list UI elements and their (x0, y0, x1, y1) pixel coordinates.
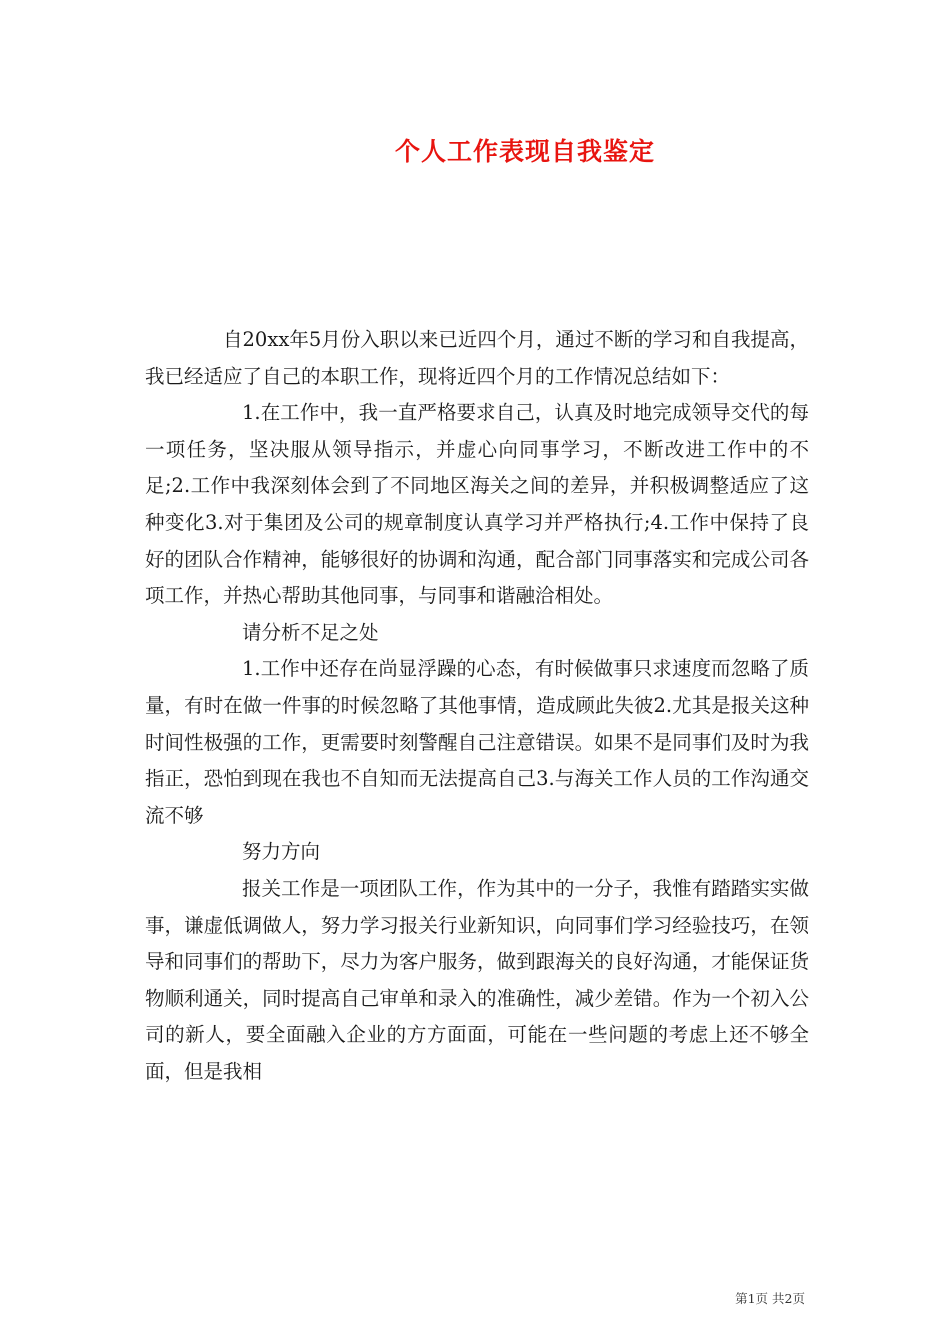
shortcomings-heading: 请分析不足之处 (242, 620, 379, 644)
shortcomings-paragraph: 1.工作中还存在尚显浮躁的心态，有时候做事只求速度而忽略了质量，有时在做一件事的时候忽略了其他事情，造成顾此失彼2.尤其是报关这种时间性极强的工作，更需要时刻警醒自己注意错误。如果不是同事们及时为我指正，恐怕到现在我也不自知而无法提高自己3.与海关工作人员的工作沟通交流不够 (145, 657, 809, 827)
document-title: 个人工作表现自我鉴定 (394, 137, 655, 166)
achievements-paragraph: 1.在工作中，我一直严格要求自己，认真及时地完成领导交代的每一项任务，坚决服从领导指示，并虚心向同事学习，不断改进工作中的不足;2.工作中我深刻体会到了不同地区海关之间的差异，并积极调整适应了这种变化3.对于集团及公司的规章制度认真学习并严格执行;4.工作中保持了良好的团队合作精神，能够很好的协调和沟通，配合部门同事落实和完成公司各项工作，并热心帮助其他同事，与同事和谐融洽相处。 (145, 401, 809, 608)
direction-heading: 努力方向 (242, 840, 321, 864)
direction-paragraph: 报关工作是一项团队工作，作为其中的一分子，我惟有踏踏实实做事，谦虚低调做人，努力学习报关行业新知识，向同事们学习经验技巧，在领导和同事们的帮助下，尽力为客户服务，做到跟海关的良好沟通，才能保证货物顺利通关，同时提高自己审单和录入的准确性，减少差错。作为一个初入公司的新人，要全面融入企业的方方面面，可能在一些问题的考虑上还不够全面，但是我相 (145, 876, 809, 1083)
document-body (145, 322, 809, 1090)
page-footer: 第1页 共2页 (735, 1291, 805, 1306)
intro-paragraph: 自20xx年5月份入职以来已近四个月，通过不断的学习和自我提高，我已经适应了自己的本职工作，现将近四个月的工作情况总结如下： (145, 328, 809, 388)
